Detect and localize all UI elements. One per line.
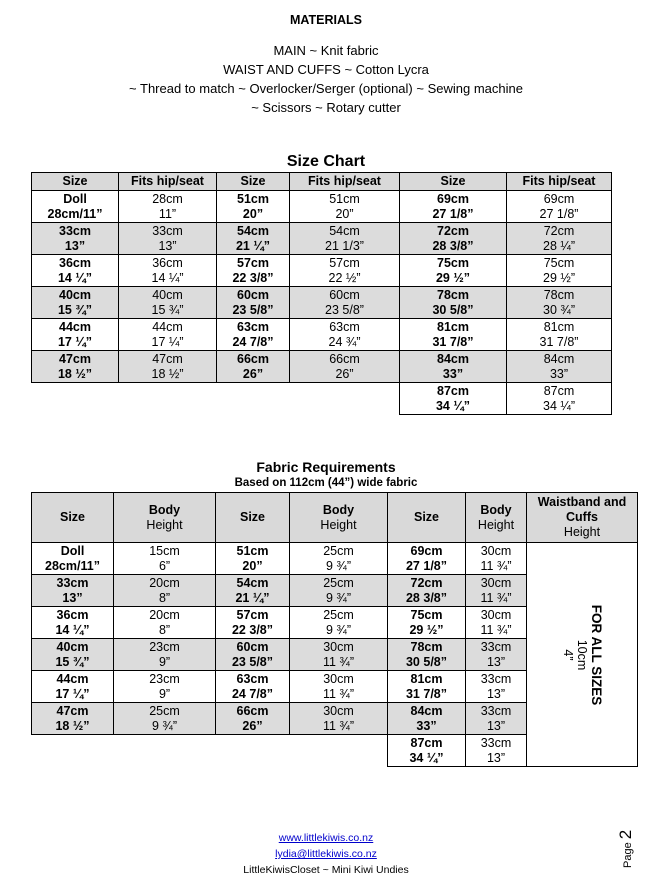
hip-cell-line: 40cm <box>152 288 183 302</box>
waistband-cell <box>527 543 638 767</box>
size-chart-header-row <box>32 173 612 191</box>
hip-cell <box>507 351 612 383</box>
size-cell-line: 28cm/11” <box>47 206 103 221</box>
body-height-cell-line: 11 ¾” <box>322 686 355 701</box>
size-cell <box>216 671 290 703</box>
body-height-cell-line: 33cm <box>480 640 512 654</box>
fabric-header-bottom: Height <box>477 517 515 532</box>
body-height-cell-line: 30cm <box>480 608 512 622</box>
size-cell-line: 66cm <box>236 704 269 718</box>
size-cell-line: 17 ¼” <box>55 686 90 701</box>
hip-cell <box>290 287 400 319</box>
hip-cell-line: 33” <box>549 366 569 381</box>
size-cell-line: 40cm <box>59 288 91 302</box>
size-chart-header: Size <box>217 173 290 191</box>
size-cell-line: 63cm <box>236 672 269 686</box>
hip-cell-line: 31 7/8” <box>539 334 579 349</box>
body-height-cell-line: 13” <box>486 750 506 765</box>
size-chart-title: Size Chart <box>286 153 366 170</box>
size-chart-header: Fits hip/seat <box>290 173 400 191</box>
body-height-cell <box>466 543 527 575</box>
hip-cell <box>290 351 400 383</box>
body-height-cell-line: 8” <box>158 590 171 605</box>
size-cell-line: 30 5/8” <box>405 654 447 669</box>
size-cell <box>400 383 507 415</box>
size-cell-line: Doll <box>60 544 85 558</box>
size-cell-line: 54cm <box>237 224 269 238</box>
size-cell <box>32 255 119 287</box>
body-height-cell-line: 11 ¾” <box>322 718 355 733</box>
body-height-cell-line: 11 ¾” <box>480 558 512 573</box>
table-row <box>32 543 638 575</box>
body-height-cell-line: 33cm <box>480 672 512 686</box>
hip-cell-line: 47cm <box>152 352 183 366</box>
fabric-header-top: Body <box>322 502 355 517</box>
size-cell-line: 14 ¼” <box>57 270 93 285</box>
size-cell <box>216 543 290 575</box>
size-cell-line: 18 ½” <box>55 718 90 733</box>
hip-cell-line: 51cm <box>329 192 360 206</box>
hip-cell-line: 66cm <box>329 352 360 366</box>
hip-cell <box>507 287 612 319</box>
hip-cell <box>290 319 400 351</box>
fabric-header <box>527 493 638 543</box>
hip-cell-line: 60cm <box>329 288 360 302</box>
hip-cell-line: 21 1/3” <box>325 238 364 253</box>
body-height-cell-line: 30cm <box>480 576 512 590</box>
size-cell-line: 51cm <box>237 192 269 206</box>
size-cell-line: 75cm <box>437 256 469 270</box>
size-cell-line: 27 1/8” <box>432 206 474 221</box>
hip-cell <box>119 255 217 287</box>
fabric-subtitle: Based on 112cm (44”) wide fabric <box>234 477 418 489</box>
hip-cell <box>119 191 217 223</box>
fabric-header-bottom: Height <box>146 517 183 532</box>
size-cell-line: 60cm <box>236 640 269 654</box>
size-cell-line: 60cm <box>237 288 269 302</box>
hip-cell-line: 84cm <box>543 352 575 366</box>
size-cell <box>217 255 290 287</box>
size-cell <box>217 319 290 351</box>
fabric-header-top: Size <box>413 510 439 524</box>
size-cell <box>32 287 119 319</box>
size-cell <box>388 543 466 575</box>
size-cell-line: 84cm <box>410 704 443 718</box>
size-cell-line: 47cm <box>56 704 89 718</box>
email-link[interactable]: lydia@littlekiwis.co.nz <box>275 848 377 860</box>
body-height-cell-line: 13” <box>486 718 506 733</box>
empty-cell <box>119 383 217 415</box>
hip-cell-line: 17 ¼” <box>151 334 184 349</box>
fabric-header <box>290 493 388 543</box>
hip-cell-line: 72cm <box>543 224 575 238</box>
size-cell <box>32 703 114 735</box>
size-cell <box>32 351 119 383</box>
size-cell-line: 26” <box>242 718 263 733</box>
size-chart-header: Fits hip/seat <box>507 173 612 191</box>
body-height-cell-line: 13” <box>486 686 506 701</box>
size-cell <box>32 319 119 351</box>
hip-cell <box>507 255 612 287</box>
size-cell-line: 78cm <box>410 640 443 654</box>
size-cell-line: 33cm <box>56 576 89 590</box>
size-cell-line: 28 3/8” <box>405 590 447 605</box>
size-cell <box>216 607 290 639</box>
hip-cell-line: 13” <box>158 238 177 253</box>
size-cell-line: 78cm <box>437 288 469 302</box>
size-chart-header: Fits hip/seat <box>119 173 217 191</box>
empty-cell <box>32 383 119 415</box>
hip-cell <box>290 191 400 223</box>
size-cell <box>32 223 119 255</box>
body-height-cell <box>114 543 216 575</box>
body-height-cell-line: 9 ¾” <box>151 718 177 733</box>
table-row <box>32 223 612 255</box>
size-cell-line: 28cm/11” <box>45 558 100 573</box>
hip-cell-line: 22 ½” <box>328 270 361 285</box>
size-cell-line: 31 7/8” <box>432 334 474 349</box>
size-cell-line: 13” <box>64 238 86 253</box>
table-row <box>32 255 612 287</box>
table-row <box>32 319 612 351</box>
body-height-cell-line: 9 ¾” <box>325 622 351 637</box>
body-height-cell-line: 33cm <box>480 736 512 750</box>
hip-cell <box>507 383 612 415</box>
size-cell-line: 17 ¼” <box>57 334 93 349</box>
size-cell-line: 44cm <box>59 320 91 334</box>
materials-line-waist: WAIST AND CUFFS ~ Cotton Lycra <box>223 62 429 77</box>
size-cell <box>217 351 290 383</box>
body-height-cell-line: 25cm <box>149 704 180 718</box>
body-height-cell <box>290 639 388 671</box>
size-cell <box>216 575 290 607</box>
hip-cell-line: 11” <box>158 206 177 221</box>
hip-cell-line: 30 ¾” <box>543 302 575 317</box>
hip-cell-line: 20” <box>335 206 354 221</box>
size-chart-table <box>31 172 612 415</box>
size-cell-line: 29 ½” <box>409 622 444 637</box>
hip-cell-line: 33cm <box>152 224 183 238</box>
size-cell-line: 15 ¾” <box>55 654 90 669</box>
footer-brand: LittleKiwisCloset ~ Mini Kiwi Undies <box>243 864 409 876</box>
size-cell-line: 72cm <box>437 224 469 238</box>
waistband-label: FOR ALL SIZES <box>589 604 604 705</box>
body-height-cell-line: 30cm <box>480 544 512 558</box>
body-height-cell <box>114 671 216 703</box>
body-height-cell-line: 6” <box>158 558 171 573</box>
size-cell <box>216 639 290 671</box>
size-cell <box>388 575 466 607</box>
waistband-metric: 10cm <box>575 639 589 670</box>
hip-cell-line: 54cm <box>329 224 360 238</box>
size-cell-line: 23 5/8” <box>231 654 273 669</box>
hip-cell-line: 36cm <box>152 256 183 270</box>
body-height-cell <box>114 639 216 671</box>
materials-line-cutting: ~ Scissors ~ Rotary cutter <box>251 100 401 115</box>
size-cell-line: 34 ¼” <box>435 398 471 413</box>
empty-cell <box>32 735 114 767</box>
fabric-header-top: Size <box>239 510 265 524</box>
hip-cell <box>290 223 400 255</box>
body-height-cell-line: 9 ¾” <box>325 558 351 573</box>
size-cell-line: 18 ½” <box>57 366 93 381</box>
body-height-cell <box>290 575 388 607</box>
size-cell-line: 20” <box>242 558 263 573</box>
size-cell-line: 21 ¼” <box>235 590 270 605</box>
fabric-header <box>216 493 290 543</box>
body-height-cell <box>114 575 216 607</box>
fabric-header-top: Body <box>480 502 512 517</box>
size-cell <box>32 575 114 607</box>
size-cell-line: 30 5/8” <box>432 302 474 317</box>
size-cell <box>32 671 114 703</box>
body-height-cell-line: 25cm <box>323 576 354 590</box>
materials-line-tools: ~ Thread to match ~ Overlocker/Serger (optional) ~ Sewing machine <box>129 81 523 96</box>
body-height-cell-line: 11 ¾” <box>322 654 355 669</box>
body-height-cell <box>466 735 527 767</box>
size-chart-header: Size <box>32 173 119 191</box>
hip-cell-line: 44cm <box>152 320 183 334</box>
body-height-cell <box>466 703 527 735</box>
materials-title: MATERIALS <box>290 13 362 27</box>
fabric-header <box>388 493 466 543</box>
materials-line-main: MAIN ~ Knit fabric <box>273 43 379 58</box>
size-cell <box>400 255 507 287</box>
size-cell-line: 54cm <box>236 576 269 590</box>
size-cell-line: 66cm <box>237 352 269 366</box>
body-height-cell-line: 30cm <box>323 704 354 718</box>
size-cell-line: 34 ¼” <box>409 750 444 765</box>
size-cell-line: 87cm <box>437 384 469 398</box>
hip-cell-line: 28cm <box>152 192 183 206</box>
hip-cell-line: 28 ¼” <box>543 238 575 253</box>
page-label <box>616 818 636 868</box>
size-cell-line: 44cm <box>56 672 89 686</box>
body-height-cell-line: 23cm <box>149 640 180 654</box>
size-cell-line: 75cm <box>410 608 443 622</box>
size-cell-line: 57cm <box>236 608 269 622</box>
table-row <box>32 383 612 415</box>
body-height-cell <box>290 607 388 639</box>
size-cell-line: 87cm <box>410 736 443 750</box>
page-number: 2 <box>616 829 635 840</box>
empty-cell <box>216 735 290 767</box>
table-row <box>32 191 612 223</box>
size-cell-line: 13” <box>62 590 83 605</box>
size-cell-line: 24 7/8” <box>231 686 273 701</box>
fabric-header-top: Size <box>59 510 85 524</box>
body-height-cell <box>290 671 388 703</box>
size-cell-line: 40cm <box>56 640 89 654</box>
hip-cell <box>119 319 217 351</box>
size-cell-line: 72cm <box>410 576 443 590</box>
size-cell <box>400 319 507 351</box>
hip-cell <box>119 351 217 383</box>
empty-cell <box>290 735 388 767</box>
empty-cell <box>217 383 290 415</box>
size-cell <box>32 639 114 671</box>
body-height-cell <box>114 703 216 735</box>
table-row <box>32 287 612 319</box>
hip-cell-line: 29 ½” <box>543 270 575 285</box>
hip-cell-line: 69cm <box>543 192 575 206</box>
body-height-cell-line: 25cm <box>323 608 354 622</box>
size-cell-line: 57cm <box>237 256 269 270</box>
fabric-header <box>32 493 114 543</box>
size-cell <box>400 191 507 223</box>
size-cell-line: 26” <box>242 366 264 381</box>
hip-cell-line: 63cm <box>329 320 360 334</box>
body-height-cell <box>290 543 388 575</box>
size-cell <box>388 607 466 639</box>
body-height-cell-line: 8” <box>158 622 171 637</box>
size-cell <box>388 703 466 735</box>
size-cell-line: 36cm <box>59 256 91 270</box>
fabric-header-bottom: Height <box>320 517 357 532</box>
size-cell <box>400 351 507 383</box>
body-height-cell-line: 20cm <box>149 608 180 622</box>
size-cell <box>217 287 290 319</box>
body-height-cell-line: 11 ¾” <box>480 590 512 605</box>
waistband-rotated-text <box>561 604 603 705</box>
size-cell <box>388 735 466 767</box>
size-cell <box>388 639 466 671</box>
size-cell-line: Doll <box>63 192 87 206</box>
size-cell-line: 63cm <box>237 320 269 334</box>
body-height-cell-line: 30cm <box>323 640 354 654</box>
size-cell-line: 33” <box>442 366 464 381</box>
body-height-cell <box>466 671 527 703</box>
size-cell-line: 47cm <box>59 352 91 366</box>
body-height-cell-line: 13” <box>486 654 506 669</box>
body-height-cell-line: 25cm <box>323 544 354 558</box>
size-cell-line: 23 5/8” <box>232 302 274 317</box>
table-row <box>32 351 612 383</box>
size-cell-line: 28 3/8” <box>432 238 474 253</box>
size-cell-line: 33” <box>416 718 437 733</box>
fabric-header-top: Waistband and Cuffs <box>537 495 627 524</box>
hip-cell-line: 14 ¼” <box>151 270 184 285</box>
hip-cell-line: 24 ¾” <box>328 334 361 349</box>
body-height-cell-line: 11 ¾” <box>480 622 512 637</box>
body-height-cell <box>114 607 216 639</box>
hip-cell-line: 27 1/8” <box>539 206 579 221</box>
waistband-imperial: 4” <box>561 648 575 661</box>
hip-cell <box>119 287 217 319</box>
size-cell-line: 31 7/8” <box>405 686 447 701</box>
hip-cell <box>290 255 400 287</box>
size-cell-line: 21 ¼” <box>235 238 271 253</box>
body-height-cell <box>466 639 527 671</box>
size-cell-line: 84cm <box>437 352 469 366</box>
empty-cell <box>290 383 400 415</box>
hip-cell-line: 26” <box>335 366 354 381</box>
size-cell-line: 22 3/8” <box>232 270 274 285</box>
size-cell-line: 33cm <box>59 224 91 238</box>
body-height-cell-line: 30cm <box>323 672 354 686</box>
body-height-cell <box>290 703 388 735</box>
hip-cell-line: 81cm <box>543 320 575 334</box>
size-cell <box>32 191 119 223</box>
body-height-cell-line: 15cm <box>149 544 180 558</box>
size-cell <box>400 287 507 319</box>
body-height-cell-line: 9” <box>158 654 171 669</box>
hip-cell <box>507 223 612 255</box>
fabric-header <box>114 493 216 543</box>
body-height-cell-line: 33cm <box>480 704 512 718</box>
body-height-cell-line: 9” <box>158 686 171 701</box>
size-chart-header: Size <box>400 173 507 191</box>
fabric-title: Fabric Requirements <box>256 459 396 475</box>
fabric-header-row <box>32 493 638 543</box>
size-cell-line: 51cm <box>236 544 269 558</box>
hip-cell-line: 75cm <box>543 256 575 270</box>
size-cell-line: 22 3/8” <box>231 622 273 637</box>
size-cell <box>32 543 114 575</box>
size-cell-line: 27 1/8” <box>405 558 447 573</box>
body-height-cell-line: 9 ¾” <box>325 590 351 605</box>
hip-cell-line: 18 ½” <box>151 366 184 381</box>
size-cell <box>32 607 114 639</box>
hip-cell-line: 34 ¼” <box>543 398 575 413</box>
hip-cell-line: 87cm <box>543 384 575 398</box>
body-height-cell <box>466 575 527 607</box>
size-cell-line: 15 ¾” <box>57 302 93 317</box>
empty-cell <box>114 735 216 767</box>
size-cell-line: 14 ¼” <box>55 622 90 637</box>
size-cell <box>217 191 290 223</box>
size-cell-line: 81cm <box>437 320 469 334</box>
page-word: Page <box>622 842 634 868</box>
size-cell-line: 69cm <box>410 544 443 558</box>
fabric-header-top: Body <box>148 502 181 517</box>
website-link[interactable]: www.littlekiwis.co.nz <box>278 832 374 844</box>
size-cell <box>217 223 290 255</box>
hip-cell <box>119 223 217 255</box>
size-cell <box>400 223 507 255</box>
size-cell-line: 24 7/8” <box>232 334 274 349</box>
hip-cell <box>507 191 612 223</box>
body-height-cell <box>466 607 527 639</box>
body-height-cell-line: 20cm <box>149 576 180 590</box>
size-cell-line: 69cm <box>437 192 469 206</box>
hip-cell-line: 23 5/8” <box>325 302 364 317</box>
fabric-requirements-table <box>31 492 638 767</box>
hip-cell-line: 15 ¾” <box>151 302 184 317</box>
size-cell-line: 36cm <box>56 608 89 622</box>
size-cell <box>388 671 466 703</box>
fabric-header <box>466 493 527 543</box>
hip-cell <box>507 319 612 351</box>
hip-cell-line: 57cm <box>329 256 360 270</box>
size-cell-line: 20” <box>242 206 264 221</box>
body-height-cell-line: 23cm <box>149 672 180 686</box>
hip-cell-line: 78cm <box>543 288 575 302</box>
size-cell <box>216 703 290 735</box>
fabric-header-bottom: Height <box>563 525 601 539</box>
size-cell-line: 29 ½” <box>435 270 471 285</box>
size-cell-line: 81cm <box>410 672 443 686</box>
